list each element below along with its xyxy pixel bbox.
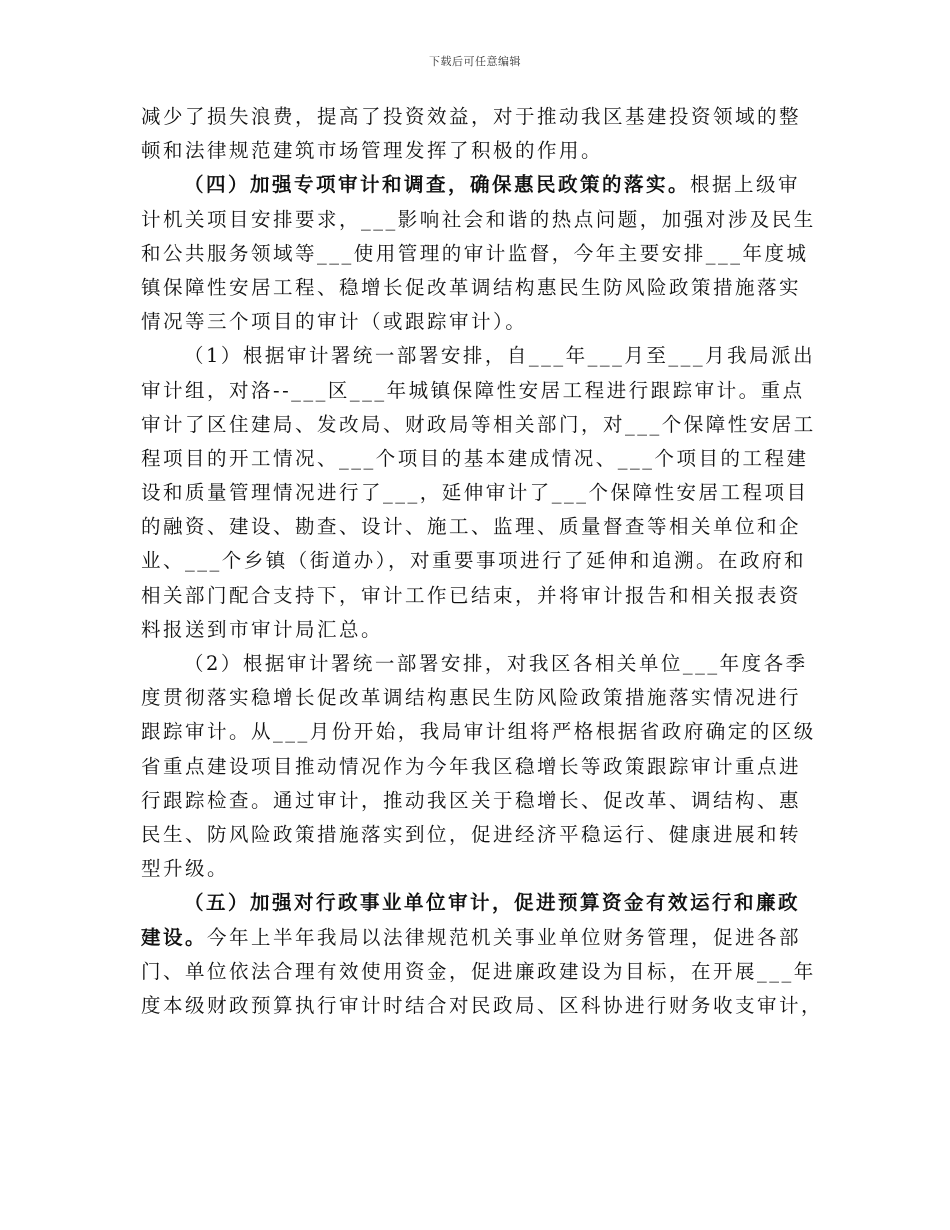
body-text: 计机关项目安排要求，___影响社会和谐的热点问题，加强对涉及民生 (141, 207, 816, 231)
body-text: 度本级财政预算执行审计时结合对民政局、区科协进行财务收支审计， (141, 993, 824, 1017)
text-line (141, 715, 819, 749)
text-line (141, 305, 819, 339)
text-line (141, 681, 819, 715)
text-line (141, 852, 819, 886)
text-line (141, 818, 819, 852)
text-line (141, 544, 819, 578)
document-body (141, 100, 824, 1023)
text-line (141, 237, 819, 271)
text-line (141, 168, 819, 202)
body-text: 门、单位依法合理有效使用资金，促进廉政建设为目标，在开展___年 (141, 959, 816, 983)
text-line (141, 613, 819, 647)
text-line (141, 100, 819, 134)
text-line (141, 408, 819, 442)
section-heading: （四）加强专项审计和调查，确保惠民政策的落实。 (184, 173, 691, 197)
text-line (141, 647, 819, 681)
body-text: 情况等三个项目的审计（或跟踪审计）。 (141, 310, 528, 334)
body-text: 审计了区住建局、发改局、财政局等相关部门，对___个保障性安居工 (141, 412, 816, 436)
text-line (141, 374, 819, 408)
body-text: （1）根据审计署统一部署安排，自___年___月至___月我局派出 (184, 344, 816, 368)
body-text: 今年上半年我局以法律规范机关事业单位财务管理，促进各部 (207, 925, 802, 949)
text-line (141, 579, 819, 613)
body-text: 料报送到市审计局汇总。 (141, 617, 384, 641)
body-text: 根据上级审 (690, 173, 801, 197)
text-line (141, 442, 819, 476)
body-text: 业、___个乡镇（街道办），对重要事项进行了延伸和追溯。在政府和 (141, 549, 807, 573)
body-text: （2）根据审计署统一部署安排，对我区各相关单位___年度各季 (184, 652, 808, 675)
page-header: 下载后可任意编辑 (429, 55, 521, 68)
text-line (141, 339, 819, 373)
text-line (141, 271, 819, 305)
body-text: 相关部门配合支持下，审计工作已结束，并将审计报告和相关报表资 (141, 583, 802, 607)
text-line (141, 203, 819, 237)
body-text: 民生、防风险政策措施落实到位，促进经济平稳运行、健康进展和转 (141, 822, 802, 846)
body-text: 镇保障性安居工程、稳增长促改革调结构惠民生防风险政策措施落实 (141, 275, 802, 299)
body-text: 度贯彻落实稳增长促改革调结构惠民生防风险政策措施落实情况进行 (141, 686, 802, 710)
text-line (141, 955, 819, 989)
text-line (141, 989, 824, 1023)
body-text: 减少了损失浪费，提高了投资效益，对于推动我区基建投资领域的整 (141, 105, 802, 128)
body-text: 行跟踪检查。通过审计，推动我区关于稳增长、促改革、调结构、惠 (141, 788, 802, 812)
body-text: 型升级。 (141, 857, 230, 881)
body-text: 顿和法律规范建筑市场管理发挥了积极的作用。 (141, 139, 604, 163)
section-heading: （五）加强对行政事业单位审计，促进预算资金有效运行和廉政 (184, 891, 801, 915)
body-text: 跟踪审计。从___月份开始，我局审计组将严格根据省政府确定的区级 (141, 720, 816, 744)
text-line (141, 750, 819, 784)
text-line (141, 476, 819, 510)
text-line (141, 886, 819, 920)
body-text: 程项目的开工情况、___个项目的基本建成情况、___个项目的工程建 (141, 446, 809, 470)
body-text: 审计组，对洛--___区___年城镇保障性安居工程进行跟踪审计。重点 (141, 378, 805, 402)
section-heading: 建设。 (141, 925, 208, 949)
body-text: 设和质量管理情况进行了___，延伸审计了___个保障性安居工程项目 (141, 481, 809, 505)
text-line (141, 921, 819, 955)
body-text: 和公共服务领域等___使用管理的审计监督，今年主要安排___年度城 (141, 241, 809, 265)
text-line (141, 784, 819, 818)
text-line (141, 134, 819, 168)
text-line (141, 510, 819, 544)
body-text: 的融资、建设、勘查、设计、施工、监理、质量督查等相关单位和企 (141, 515, 802, 539)
body-text: 省重点建设项目推动情况作为今年我区稳增长等政策跟踪审计重点进 (141, 754, 802, 778)
